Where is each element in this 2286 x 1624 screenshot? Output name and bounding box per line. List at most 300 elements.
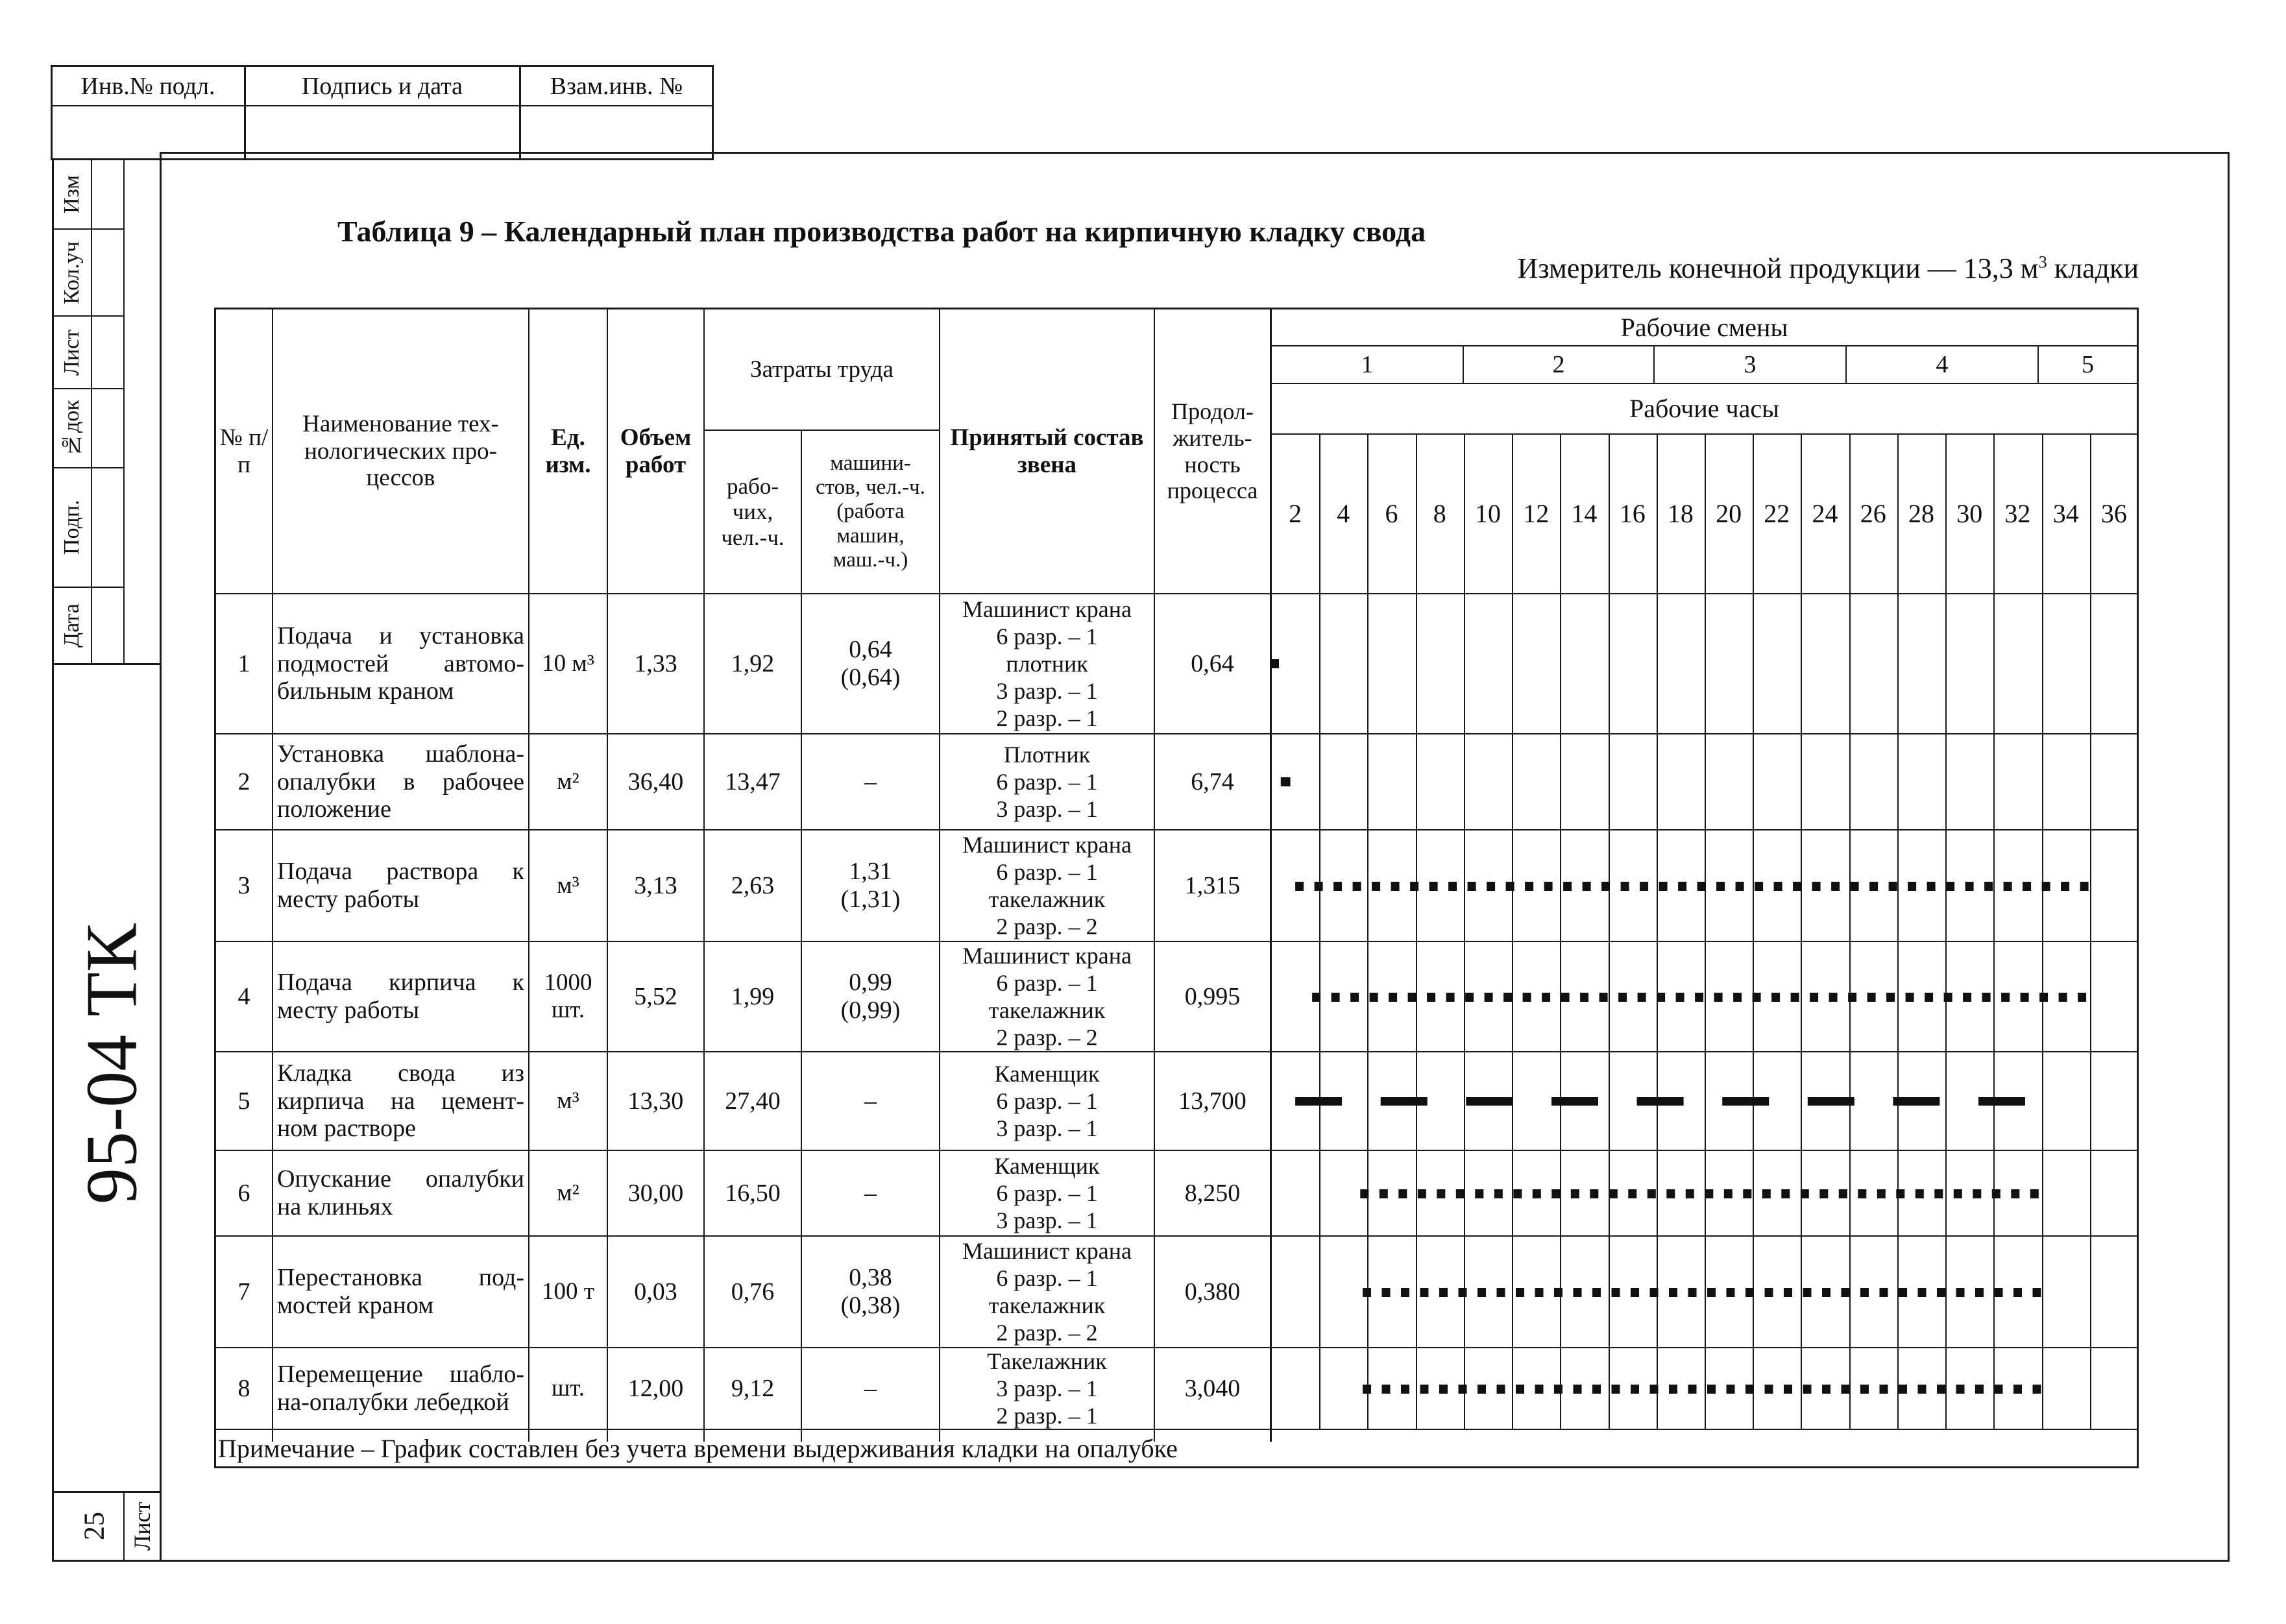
row-1-volume: 1,33 — [634, 649, 677, 677]
gantt-segment — [1937, 1288, 1945, 1297]
gantt-segment — [1439, 1288, 1448, 1297]
gantt-segment — [1389, 993, 1397, 1002]
gantt-segment — [1908, 882, 1916, 891]
gantt-segment — [1401, 1288, 1409, 1297]
hour-label: 34 — [2052, 499, 2079, 529]
gantt-segment — [1485, 993, 1493, 1002]
gantt-segment — [1963, 993, 1971, 1002]
row-8-unit: шт. — [551, 1375, 585, 1402]
gantt-segment — [1736, 882, 1744, 891]
hour-label: 18 — [1667, 499, 1694, 529]
gantt-segment — [1803, 1288, 1812, 1297]
gantt-segment — [1992, 1189, 2000, 1198]
gantt-segment — [1666, 1189, 1675, 1198]
row-7-machines: 0,38 (0,38) — [840, 1264, 901, 1319]
gantt-segment — [1382, 1385, 1391, 1394]
gantt-segment — [1906, 993, 1914, 1002]
gantt-segment — [1271, 659, 1279, 668]
hour-label: 4 — [1337, 499, 1350, 529]
gantt-segment — [1503, 993, 1512, 1002]
gantt-segment — [1762, 1189, 1771, 1198]
hour-label: 2 — [1289, 499, 1302, 529]
gantt-segment — [1819, 1189, 1828, 1198]
hour-label: 14 — [1571, 499, 1598, 529]
row-1-unit: 10 м³ — [542, 650, 594, 677]
row-6-machines: – — [864, 1179, 877, 1207]
row-1-workers: 1,92 — [731, 649, 775, 677]
gantt-segment — [1822, 1385, 1830, 1394]
gantt-segment — [1925, 993, 1933, 1002]
gantt-segment — [1618, 993, 1627, 1002]
gantt-segment — [1391, 882, 1400, 891]
gantt-segment — [1877, 1189, 1886, 1198]
stamp-label-izm: Изм — [60, 175, 84, 213]
gantt-segment — [2078, 993, 2086, 1002]
signature-date-label: Подпись и дата — [301, 72, 463, 100]
gantt-segment — [1927, 882, 1936, 891]
gantt-segment — [1727, 1288, 1735, 1297]
gantt-segment — [1851, 882, 1859, 891]
gantt-segment — [1420, 1288, 1429, 1297]
row-2-crew: Плотник 6 разр. – 1 3 разр. – 1 — [996, 741, 1098, 823]
gantt-segment — [1784, 1385, 1792, 1394]
gantt-segment — [1716, 882, 1725, 891]
gantt-segment — [2039, 993, 2048, 1002]
row-5-name: Кладка свода из кирпича на цемент-ном растворе — [277, 1059, 524, 1143]
gantt-segment — [1899, 1385, 1907, 1394]
gantt-segment — [1331, 993, 1340, 1002]
hour-label: 26 — [1860, 499, 1886, 529]
row-4-machines: 0,99 (0,99) — [840, 969, 901, 1024]
header-labor-workers: рабо-чих, чел.-ч. — [721, 473, 784, 550]
gantt-bar-row-6 — [1360, 1189, 2039, 1198]
header-hours: Рабочие часы — [1629, 394, 1780, 424]
row-7-crew: Машинист крана 6 разр. – 1 такелажник 2 разр. – 2 — [962, 1237, 1132, 1346]
gantt-segment — [2013, 1288, 2022, 1297]
header-crew: Принятый состав звена — [950, 424, 1144, 478]
gantt-segment — [1592, 1288, 1601, 1297]
gantt-segment — [1688, 1288, 1697, 1297]
hour-label: 20 — [1716, 499, 1742, 529]
row-1-crew: Машинист крана 6 разр. – 1 плотник 3 разр. – 1 2 разр. – 1 — [962, 596, 1132, 732]
gantt-segment — [1954, 1189, 1962, 1198]
gantt-segment — [1650, 1385, 1659, 1394]
gantt-segment — [2033, 1385, 2041, 1394]
header-num: № п/п — [219, 424, 269, 478]
row-5-duration: 13,700 — [1178, 1087, 1246, 1115]
gantt-segment — [1793, 882, 1801, 891]
gantt-segment — [1867, 993, 1876, 1002]
gantt-segment — [1755, 882, 1763, 891]
gantt-segment — [1446, 993, 1455, 1002]
row-2-workers: 13,47 — [725, 768, 781, 795]
gantt-segment — [1350, 993, 1359, 1002]
gantt-segment — [1774, 882, 1782, 891]
row-6-workers: 16,50 — [725, 1179, 781, 1207]
gantt-segment — [1563, 882, 1572, 891]
hour-label: 36 — [2100, 499, 2127, 529]
gantt-segment — [1516, 1288, 1524, 1297]
gantt-segment — [2021, 993, 2029, 1002]
row-8-volume: 12,00 — [627, 1374, 684, 1402]
gantt-segment — [1893, 1097, 1939, 1106]
gantt-segment — [1860, 1385, 1869, 1394]
shift-5: 5 — [2082, 350, 2094, 378]
gantt-segment — [1640, 882, 1648, 891]
gantt-segment — [1707, 1288, 1716, 1297]
gantt-segment — [1956, 1288, 1965, 1297]
gantt-segment — [1733, 993, 1742, 1002]
hour-label: 32 — [2004, 499, 2031, 529]
gantt-segment — [1477, 1288, 1486, 1297]
gantt-segment — [1669, 1385, 1677, 1394]
gantt-segment — [1995, 1385, 2003, 1394]
gantt-segment — [1842, 1385, 1850, 1394]
gantt-segment — [1494, 1189, 1503, 1198]
shift-4: 4 — [1936, 350, 1949, 378]
row-3-unit: м³ — [557, 872, 579, 899]
row-2-duration: 6,74 — [1191, 768, 1234, 795]
gantt-segment — [1978, 1097, 2025, 1106]
row-8-machines: – — [864, 1374, 877, 1402]
row-4-workers: 1,99 — [731, 982, 775, 1010]
gantt-segment — [1722, 1097, 1769, 1106]
gantt-segment — [2004, 882, 2012, 891]
gantt-segment — [1580, 993, 1588, 1002]
gantt-segment — [1631, 1288, 1639, 1297]
row-8-num: 8 — [237, 1374, 250, 1402]
gantt-segment — [2033, 1288, 2041, 1297]
gantt-segment — [1468, 882, 1476, 891]
gantt-segment — [1535, 1385, 1544, 1394]
row-5-workers: 27,40 — [725, 1087, 781, 1115]
row-6-name: Опускание опалубки на клиньях — [277, 1165, 524, 1220]
gantt-bar-row-3 — [1295, 882, 2089, 891]
stamp-label-data: Дата — [60, 603, 84, 648]
row-7-unit: 100 т — [542, 1278, 594, 1305]
gantt-segment — [1408, 993, 1417, 1002]
gantt-segment — [1918, 1385, 1927, 1394]
row-1-duration: 0,64 — [1191, 649, 1234, 677]
gantt-segment — [1621, 882, 1629, 891]
gantt-segment — [1380, 1189, 1388, 1198]
hour-label: 6 — [1385, 499, 1398, 529]
gantt-segment — [1437, 1189, 1445, 1198]
gantt-bar-row-4 — [1312, 993, 2086, 1002]
row-7-duration: 0,380 — [1184, 1278, 1241, 1305]
gantt-segment — [1810, 993, 1818, 1002]
gantt-segment — [2001, 993, 2010, 1002]
gantt-segment — [1398, 1189, 1407, 1198]
row-2-volume: 36,40 — [627, 768, 684, 795]
gantt-segment — [1839, 1189, 1847, 1198]
gantt-segment — [1880, 1288, 1888, 1297]
gantt-segment — [1669, 1288, 1677, 1297]
gantt-segment — [1781, 1189, 1790, 1198]
gantt-segment — [1896, 1189, 1904, 1198]
gantt-segment — [1465, 993, 1474, 1002]
gantt-segment — [1420, 1385, 1429, 1394]
gantt-segment — [1995, 1288, 2003, 1297]
row-3-num: 3 — [237, 871, 250, 899]
row-1-name: Подача и установка подмостей автомо-бильным краном — [277, 622, 524, 705]
shift-1: 1 — [1361, 350, 1374, 378]
gantt-bar-row-7 — [1363, 1288, 2041, 1297]
table-title: Таблица 9 – Календарный план производства работ на кирпичную кладку свода — [337, 215, 1426, 248]
gantt-segment — [1466, 1097, 1513, 1106]
hour-label: 30 — [1956, 499, 1983, 529]
gantt-segment — [1544, 882, 1553, 891]
gantt-segment — [1791, 993, 1799, 1002]
gantt-segment — [1771, 993, 1780, 1002]
gantt-segment — [1295, 1097, 1342, 1106]
shift-2: 2 — [1552, 350, 1565, 378]
gantt-segment — [1609, 1189, 1618, 1198]
row-5-crew: Каменщик 6 разр. – 1 3 разр. – 1 — [994, 1060, 1100, 1142]
gantt-segment — [1869, 882, 1878, 891]
gantt-segment — [1705, 1189, 1713, 1198]
gantt-segment — [1812, 882, 1821, 891]
gantt-segment — [1583, 882, 1591, 891]
gantt-segment — [1745, 1385, 1754, 1394]
gantt-segment — [1659, 882, 1668, 891]
row-3-duration: 1,315 — [1184, 871, 1241, 899]
gantt-segment — [1631, 1385, 1639, 1394]
gantt-segment — [1571, 1189, 1579, 1198]
gantt-segment — [1975, 1385, 1984, 1394]
gantt-segment — [1487, 882, 1495, 891]
gantt-segment — [1918, 1288, 1927, 1297]
gantt-segment — [1937, 1385, 1945, 1394]
gantt-segment — [1312, 993, 1320, 1002]
header-unit: Ед. изм. — [545, 424, 591, 478]
gantt-segment — [1848, 993, 1856, 1002]
gantt-bar-row-2 — [1281, 777, 1291, 786]
gantt-segment — [1934, 1189, 1943, 1198]
row-6-num: 6 — [237, 1179, 250, 1207]
table-subtitle: Измеритель конечной продукции — 13,3 $м^3$ кладки — [1517, 252, 2139, 284]
gantt-segment — [2030, 1189, 2039, 1198]
hour-label: 8 — [1433, 499, 1446, 529]
hour-label: 10 — [1474, 499, 1501, 529]
gantt-segment — [1427, 993, 1435, 1002]
gantt-segment — [1525, 882, 1533, 891]
gantt-segment — [1513, 1189, 1522, 1198]
row-1-num: 1 — [237, 649, 250, 677]
gantt-segment — [1727, 1385, 1735, 1394]
gantt-segment — [1475, 1189, 1483, 1198]
gantt-segment — [1984, 882, 1993, 891]
gantt-segment — [1801, 1189, 1809, 1198]
gantt-segment — [1281, 777, 1291, 786]
gantt-segment — [1956, 1385, 1965, 1394]
row-7-workers: 0,76 — [731, 1278, 775, 1305]
gantt-segment — [1418, 1189, 1426, 1198]
gantt-segment — [2059, 993, 2067, 1002]
stamp-label-list: Лист — [60, 329, 84, 376]
gantt-segment — [1448, 882, 1457, 891]
header-duration: Продол-житель-ность процесса — [1167, 398, 1258, 504]
hour-label: 22 — [1764, 499, 1790, 529]
gantt-segment — [1295, 882, 1304, 891]
gantt-segment — [1590, 1189, 1598, 1198]
gantt-segment — [1831, 882, 1840, 891]
gantt-segment — [1745, 1288, 1754, 1297]
gantt-segment — [1724, 1189, 1733, 1198]
hour-label: 12 — [1523, 499, 1550, 529]
gantt-segment — [1686, 1189, 1694, 1198]
stamp-label-ndok: №док — [60, 400, 84, 457]
hour-label: 16 — [1619, 499, 1646, 529]
header-shifts: Рабочие смены — [1620, 312, 1788, 342]
gantt-segment — [1554, 1385, 1563, 1394]
row-6-crew: Каменщик 6 разр. – 1 3 разр. – 1 — [994, 1152, 1100, 1234]
gantt-segment — [1975, 1288, 1984, 1297]
row-8-crew: Такелажник 3 разр. – 1 2 разр. – 1 — [987, 1348, 1107, 1429]
gantt-segment — [1707, 1385, 1716, 1394]
gantt-segment — [1695, 993, 1703, 1002]
gantt-segment — [1551, 1097, 1598, 1106]
row-2-num: 2 — [237, 768, 250, 795]
row-2-unit: м² — [557, 768, 579, 795]
row-6-duration: 8,250 — [1184, 1179, 1241, 1207]
gantt-segment — [1688, 1385, 1697, 1394]
gantt-segment — [1650, 1288, 1659, 1297]
row-3-workers: 2,63 — [731, 871, 775, 899]
gantt-segment — [1886, 993, 1895, 1002]
table-note: Примечание – График составлен без учета времени выдерживания кладки на опалубке — [218, 1433, 1178, 1463]
row-3-machines: 1,31 (1,31) — [840, 858, 901, 913]
gantt-segment — [1982, 993, 1991, 1002]
gantt-segment — [1497, 1385, 1505, 1394]
row-1-machines: 0,64 (0,64) — [840, 636, 901, 691]
gantt-segment — [1381, 1097, 1428, 1106]
row-5-num: 5 — [237, 1087, 250, 1115]
gantt-segment — [1574, 1385, 1582, 1394]
gantt-segment — [1860, 1288, 1869, 1297]
stamp-label-podp: Подп. — [60, 500, 84, 555]
gantt-segment — [1880, 1385, 1888, 1394]
sheet-label: Лист — [129, 1501, 155, 1551]
gantt-bar-row-8 — [1363, 1385, 2041, 1394]
gantt-segment — [1944, 993, 1952, 1002]
gantt-segment — [1784, 1288, 1792, 1297]
row-4-unit: 1000 шт. — [544, 969, 592, 1023]
row-8-duration: 3,040 — [1184, 1374, 1241, 1402]
gantt-segment — [1714, 993, 1723, 1002]
gantt-segment — [1429, 882, 1438, 891]
gantt-segment — [1401, 1385, 1409, 1394]
row-5-volume: 13,30 — [627, 1087, 684, 1115]
sheet-number: 25 — [78, 1512, 110, 1540]
gantt-segment — [1506, 882, 1514, 891]
row-6-unit: м² — [557, 1180, 579, 1207]
gantt-segment — [1523, 993, 1531, 1002]
row-3-crew: Машинист крана 6 разр. – 1 такелажник 2 разр. – 2 — [962, 831, 1132, 940]
gantt-segment — [1599, 993, 1608, 1002]
row-7-num: 7 — [237, 1278, 250, 1305]
gantt-segment — [1459, 1288, 1467, 1297]
gantt-segment — [1678, 882, 1686, 891]
row-5-machines: – — [864, 1087, 877, 1115]
gantt-segment — [1370, 993, 1378, 1002]
gantt-segment — [1363, 1385, 1371, 1394]
gantt-segment — [1889, 882, 1897, 891]
gantt-segment — [1858, 1189, 1866, 1198]
row-4-duration: 0,995 — [1184, 982, 1241, 1010]
gantt-segment — [1648, 1189, 1656, 1198]
row-5-unit: м³ — [557, 1087, 579, 1115]
gantt-segment — [1592, 1385, 1601, 1394]
row-8-name: Перемещение шабло-на-опалубки лебедкой — [277, 1361, 524, 1416]
inv-no-label: Инв.№ подл. — [80, 72, 215, 100]
document-code: 95-04 ТК — [71, 923, 152, 1205]
gantt-segment — [1516, 1385, 1524, 1394]
gantt-segment — [1822, 1288, 1830, 1297]
gantt-segment — [1842, 1288, 1850, 1297]
gantt-segment — [1628, 1189, 1636, 1198]
gantt-segment — [2061, 882, 2069, 891]
row-2-name: Установка шаблона-опалубки в рабочее положение — [277, 740, 524, 823]
gantt-segment — [1829, 993, 1838, 1002]
gantt-segment — [2023, 882, 2031, 891]
gantt-segment — [1638, 993, 1646, 1002]
gantt-bar-row-5 — [1295, 1097, 2025, 1106]
row-3-volume: 3,13 — [634, 871, 677, 899]
gantt-segment — [1803, 1385, 1812, 1394]
gantt-segment — [1765, 1385, 1773, 1394]
row-8-workers: 9,12 — [731, 1374, 775, 1402]
gantt-segment — [1973, 1189, 1981, 1198]
header-labor-machines: машини-стов, чел.-ч. (работа машин, маш.-ч.) — [815, 451, 925, 572]
gantt-segment — [1753, 993, 1761, 1002]
gantt-segment — [1315, 882, 1323, 891]
gantt-segment — [1542, 993, 1550, 1002]
gantt-segment — [1439, 1385, 1448, 1394]
gantt-segment — [1612, 1385, 1620, 1394]
gantt-segment — [1456, 1189, 1465, 1198]
hour-label: 24 — [1812, 499, 1838, 529]
row-4-num: 4 — [237, 982, 250, 1010]
gantt-bar-row-1 — [1271, 659, 1279, 668]
gantt-segment — [1657, 993, 1665, 1002]
row-6-volume: 30,00 — [627, 1179, 684, 1207]
gantt-segment — [2013, 1385, 2022, 1394]
gantt-segment — [1497, 1288, 1505, 1297]
gantt-segment — [1574, 1288, 1582, 1297]
row-4-crew: Машинист крана 6 разр. – 1 такелажник 2 разр. – 2 — [962, 942, 1132, 1051]
gantt-segment — [1535, 1288, 1544, 1297]
gantt-segment — [1459, 1385, 1467, 1394]
gantt-segment — [1612, 1288, 1620, 1297]
gantt-segment — [1551, 1189, 1560, 1198]
row-4-name: Подача кирпича к месту работы — [277, 969, 524, 1024]
gantt-segment — [2042, 882, 2050, 891]
gantt-segment — [1353, 882, 1361, 891]
gantt-segment — [1946, 882, 1954, 891]
gantt-segment — [1410, 882, 1418, 891]
gantt-segment — [1360, 1189, 1368, 1198]
header-labor: Затраты труда — [750, 356, 894, 383]
gantt-segment — [1533, 1189, 1541, 1198]
gantt-segment — [1637, 1097, 1684, 1106]
row-7-volume: 0,03 — [634, 1278, 677, 1305]
gantt-segment — [2011, 1189, 2019, 1198]
gantt-segment — [1899, 1288, 1907, 1297]
header-volume: Объем работ — [620, 424, 692, 478]
gantt-segment — [1965, 882, 1974, 891]
gantt-segment — [1697, 882, 1706, 891]
